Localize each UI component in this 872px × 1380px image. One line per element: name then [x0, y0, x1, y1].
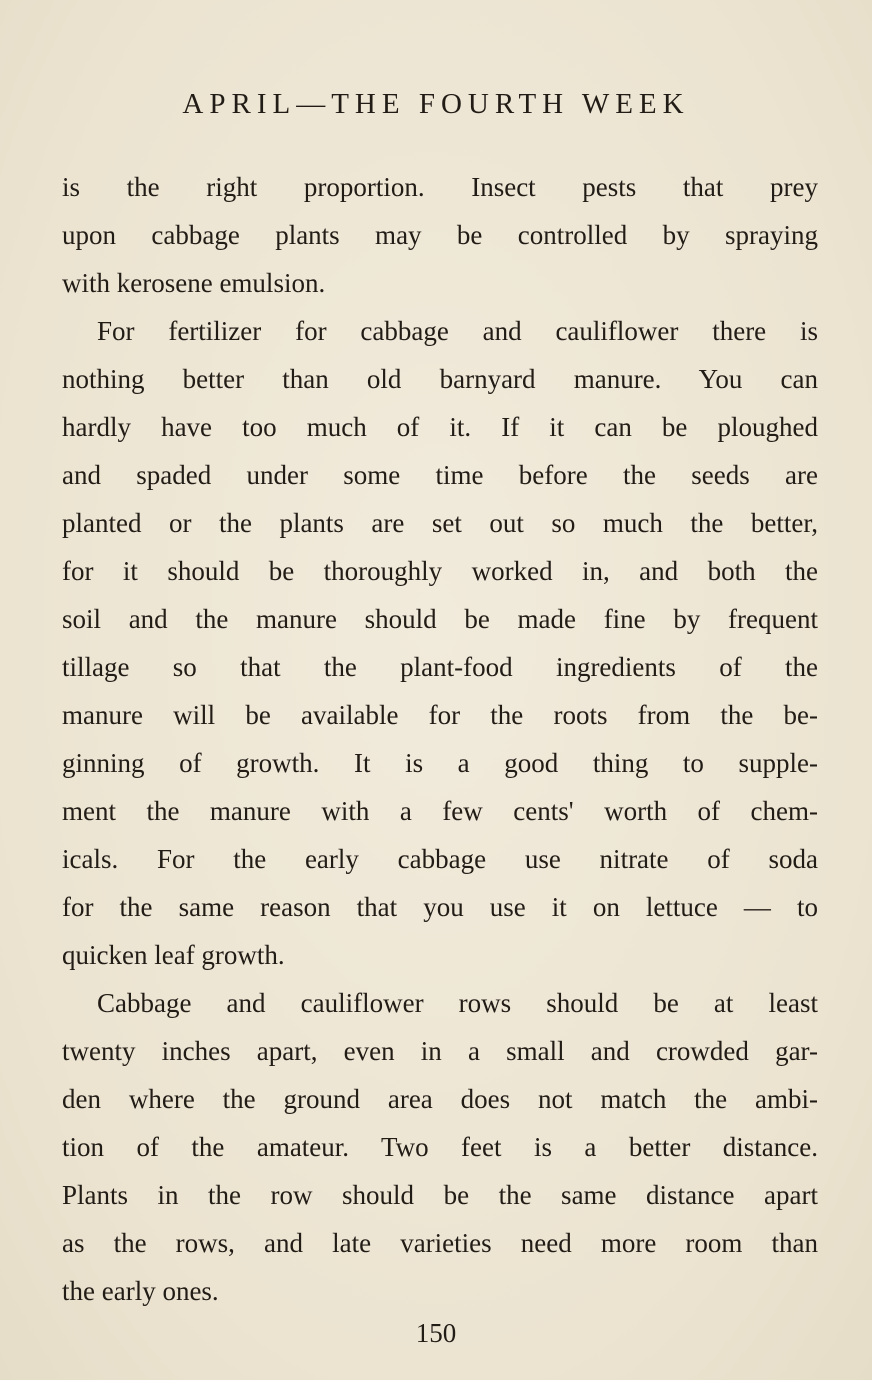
text-line: upon cabbage plants may be controlled by spraying	[62, 220, 818, 250]
text-line: Cabbage and cauliflower rows should be at least	[97, 988, 818, 1018]
text-line: Plants in the row should be the same distance apart	[62, 1180, 818, 1210]
text-line: For fertilizer for cabbage and cauliflower there is	[97, 316, 818, 346]
text-line: ginning of growth. It is a good thing to supple-	[62, 748, 818, 778]
body-text	[62, 163, 818, 1315]
text-line: soil and the manure should be made fine by frequent	[62, 604, 818, 634]
text-line: for the same reason that you use it on lettuce — to	[62, 892, 818, 922]
text-line: den where the ground area does not match the ambi-	[62, 1084, 818, 1114]
text-line: and spaded under some time before the seeds are	[62, 460, 818, 490]
text-line: is the right proportion. Insect pests that prey	[62, 172, 818, 202]
text-line: the early ones.	[62, 1276, 219, 1306]
text-line: hardly have too much of it. If it can be ploughed	[62, 412, 818, 442]
running-head: APRIL—THE FOURTH WEEK	[182, 88, 690, 120]
text-line: with kerosene emulsion.	[62, 268, 326, 298]
text-line: as the rows, and late varieties need more room than	[62, 1228, 818, 1258]
page-number: 150	[415, 1318, 457, 1348]
text-line: nothing better than old barnyard manure. You can	[62, 364, 818, 394]
text-line: manure will be available for the roots from the be-	[62, 700, 818, 730]
text-line: for it should be thoroughly worked in, and both the	[62, 556, 818, 586]
text-line: tillage so that the plant-food ingredients of the	[62, 652, 818, 682]
text-line: tion of the amateur. Two feet is a better distance.	[62, 1132, 818, 1162]
text-line: planted or the plants are set out so much the better,	[62, 508, 818, 538]
text-line: quicken leaf growth.	[62, 940, 285, 970]
text-line: twenty inches apart, even in a small and crowded gar-	[62, 1036, 818, 1066]
text-line: ment the manure with a few cents' worth of chem-	[62, 796, 818, 826]
text-line: icals. For the early cabbage use nitrate of soda	[62, 844, 818, 874]
